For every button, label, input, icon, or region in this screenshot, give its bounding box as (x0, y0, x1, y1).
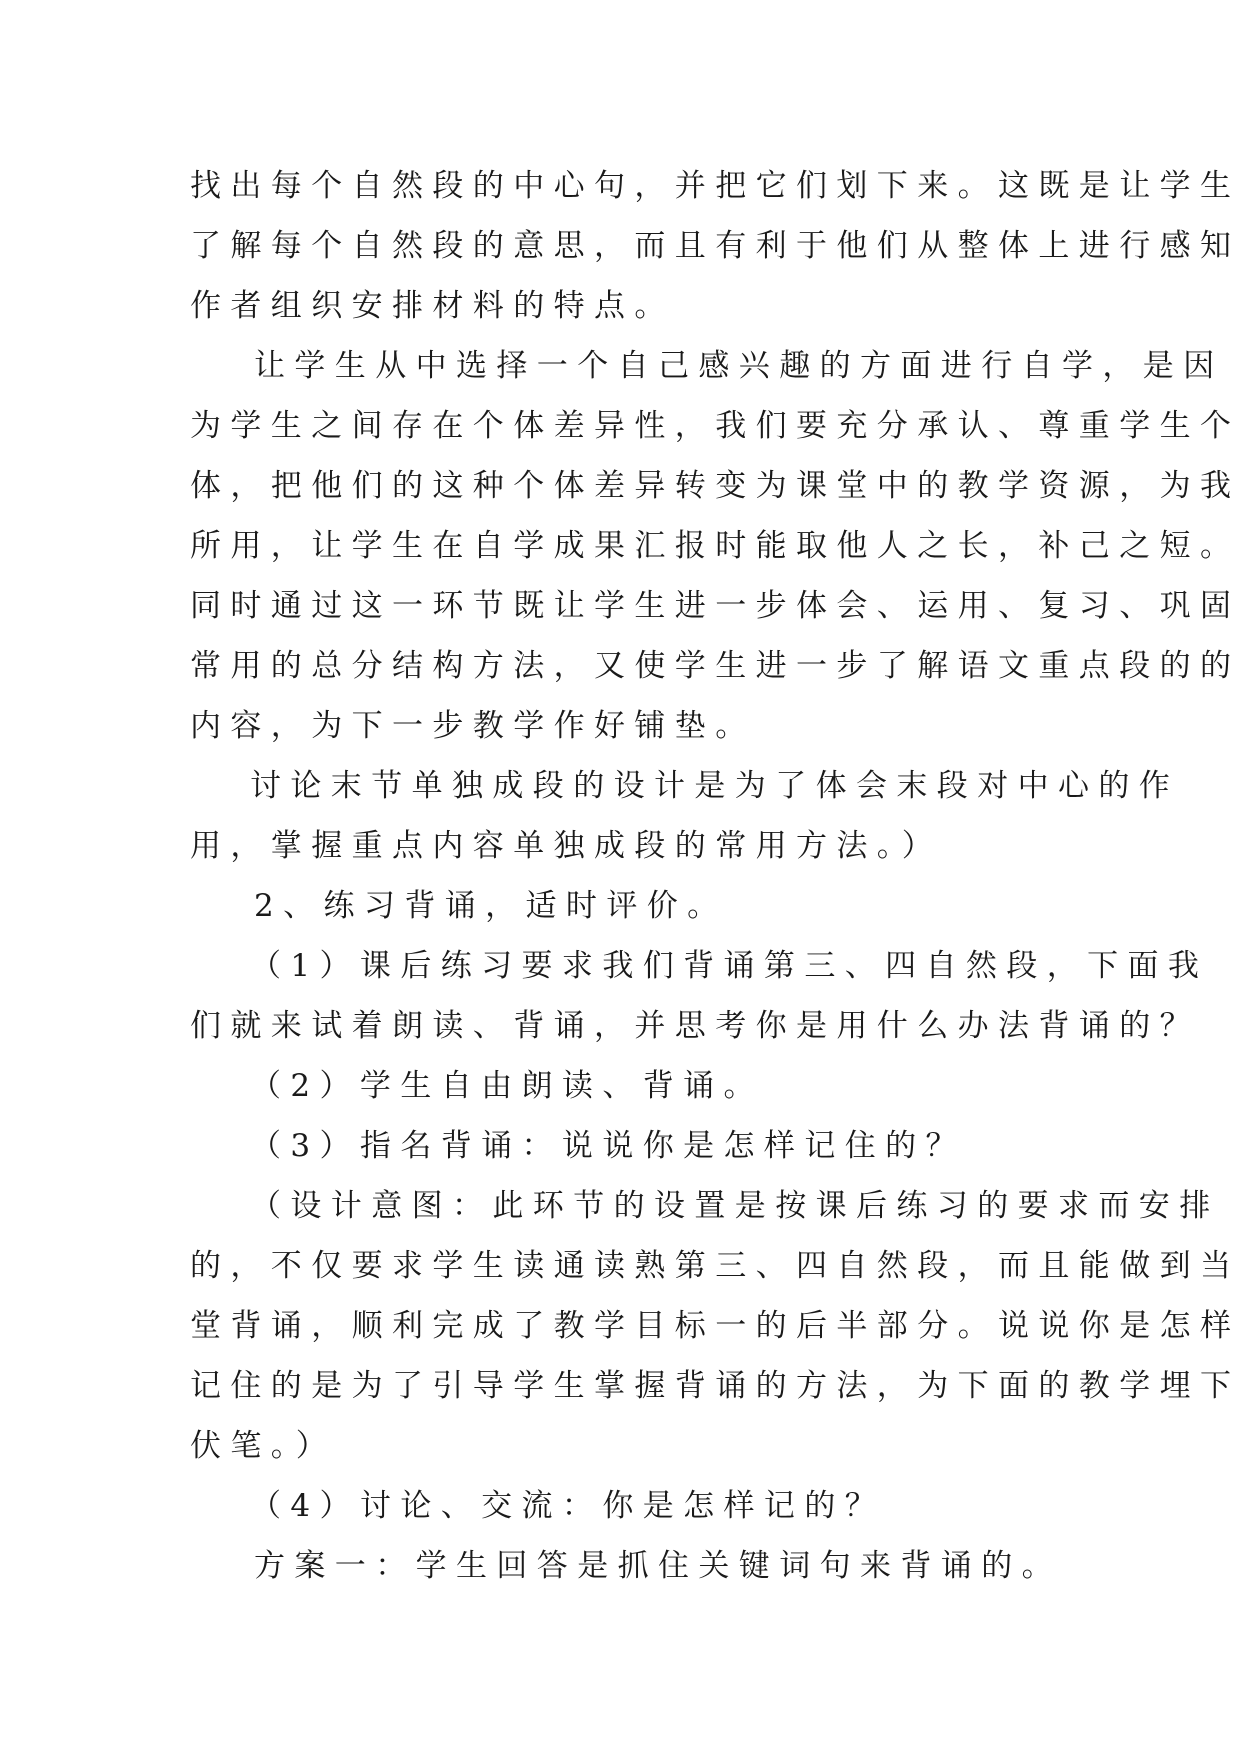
text-line: 了解每个自然段的意思，而且有利于他们从整体上进行感知 (190, 228, 1241, 264)
text-line: 作者组织安排材料的特点。 (190, 288, 675, 324)
text-line: （2）学生自由朗读、背诵。 (250, 1068, 764, 1104)
text-line: 方案一：学生回答是抓住关键词句来背诵的。 (254, 1548, 1062, 1584)
text-line: 的，不仅要求学生读通读熟第三、四自然段，而且能做到当 (190, 1248, 1241, 1284)
text-line: （1）课后练习要求我们背诵第三、四自然段，下面我 (250, 948, 1209, 984)
text-line: 体，把他们的这种个体差异转变为课堂中的教学资源，为我 (190, 468, 1241, 504)
text-line: 所用，让学生在自学成果汇报时能取他人之长，补己之短。 (190, 528, 1241, 564)
text-line: （4）讨论、交流：你是怎样记的？ (250, 1488, 886, 1524)
text-line: 堂背诵，顺利完成了教学目标一的后半部分。说说你是怎样 (190, 1308, 1241, 1344)
text-line: 们就来试着朗读、背诵，并思考你是用什么办法背诵的？ (190, 1008, 1200, 1044)
text-line: 用，掌握重点内容单独成段的常用方法。） (190, 828, 943, 864)
text-line: （3）指名背诵：说说你是怎样记住的？ (250, 1128, 966, 1164)
text-line: 常用的总分结构方法，又使学生进一步了解语文重点段的的 (190, 648, 1241, 684)
text-line: 同时通过这一环节既让学生进一步体会、运用、复习、巩固 (190, 588, 1241, 624)
text-line: 让学生从中选择一个自己感兴趣的方面进行自学，是因 (254, 348, 1224, 384)
text-line: （设计意图：此环节的设置是按课后练习的要求而安排 (250, 1188, 1220, 1224)
text-line: 内容，为下一步教学作好铺垫。 (190, 708, 756, 744)
text-line: 找出每个自然段的中心句，并把它们划下来。这既是让学生 (190, 168, 1241, 204)
text-line: 为学生之间存在个体差异性，我们要充分承认、尊重学生个 (190, 408, 1241, 444)
text-line: 2、练习背诵，适时评价。 (254, 888, 728, 924)
text-line: 记住的是为了引导学生掌握背诵的方法，为下面的教学埋下 (190, 1368, 1241, 1404)
text-line: 讨论末节单独成段的设计是为了体会末段对中心的作 (250, 768, 1180, 804)
text-line: 伏笔。） (190, 1428, 337, 1464)
